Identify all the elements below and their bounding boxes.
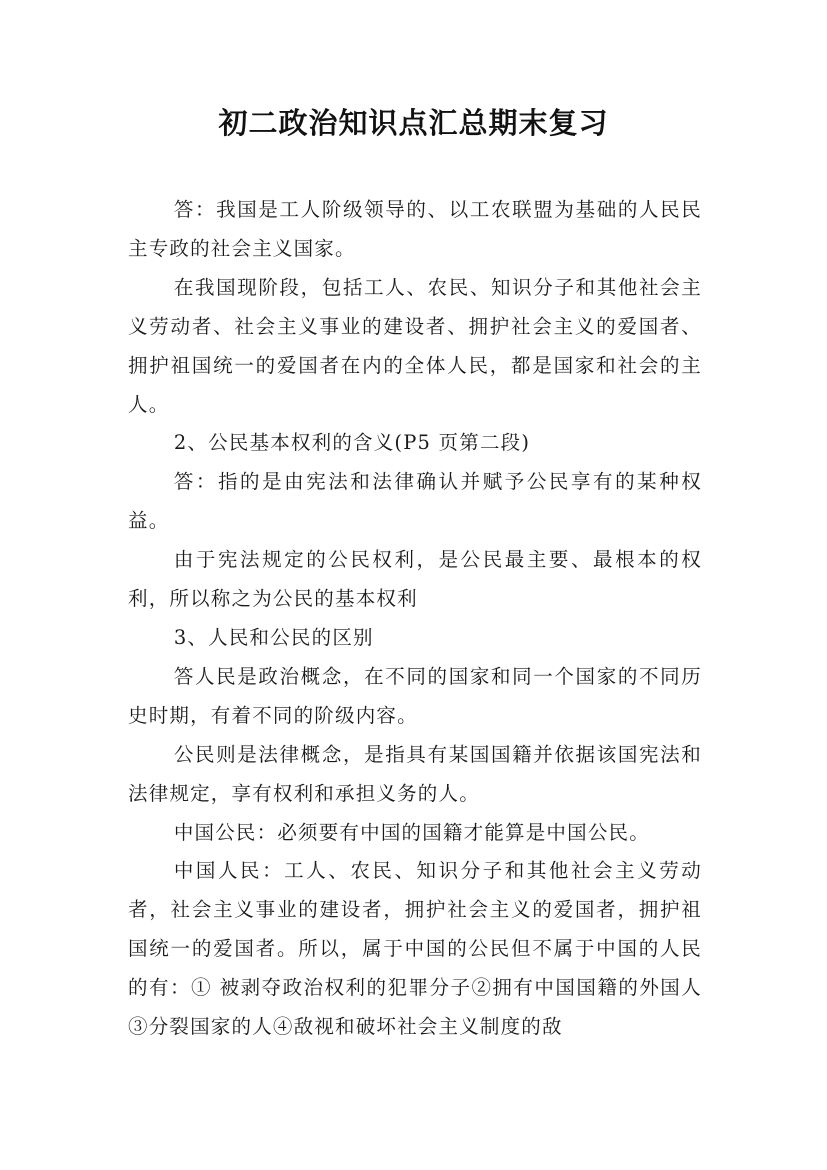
paragraph-people-definition: 答人民是政治概念，在不同的国家和同一个国家的不同历史时期，有着不同的阶级内容。	[128, 664, 702, 727]
section-heading-people-vs-citizens: 3、人民和公民的区别	[173, 625, 374, 649]
paragraph-masters-of-country: 在我国现阶段，包括工人、农民、知识分子和其他社会主义劳动者、社会主义事业的建设者、拥护社会主义的爱国者、拥护祖国统一的爱国者在内的全体人民，都是国家和社会的主人。	[128, 275, 702, 416]
document-body	[128, 191, 702, 1047]
paragraph-chinese-people: 中国人民：工人、农民、知识分子和其他社会主义劳动者，社会主义事业的建设者，拥护社会主义的爱国者，拥护祖国统一的爱国者。所以，属于中国的公民但不属于中国的人民的有：① 被剥夺政治权利的犯罪分子②拥有中国国籍的外国人③分裂国家的人④敌视和破坏社会主义制度的敌	[128, 859, 702, 1039]
paragraph-basic-rights-answer: 答：指的是由宪法和法律确认并赋予公民享有的某种权益。	[128, 470, 702, 533]
document-title: 初二政治知识点汇总期末复习	[218, 106, 609, 140]
section-heading-basic-rights: 2、公民基本权利的含义(P5 页第二段)	[173, 431, 531, 455]
paragraph-answer-state-nature: 答：我国是工人阶级领导的、以工农联盟为基础的人民民主专政的社会主义国家。	[128, 198, 702, 260]
paragraph-citizen-definition: 公民则是法律概念，是指具有某国国籍并依据该国宪法和法律规定，享有权利和承担义务的人。	[128, 742, 702, 805]
paragraph-basic-rights-reason: 由于宪法规定的公民权利，是公民最主要、最根本的权利，所以称之为公民的基本权利	[128, 548, 702, 611]
paragraph-chinese-citizen: 中国公民：必须要有中国的国籍才能算是中国公民。	[173, 820, 650, 844]
